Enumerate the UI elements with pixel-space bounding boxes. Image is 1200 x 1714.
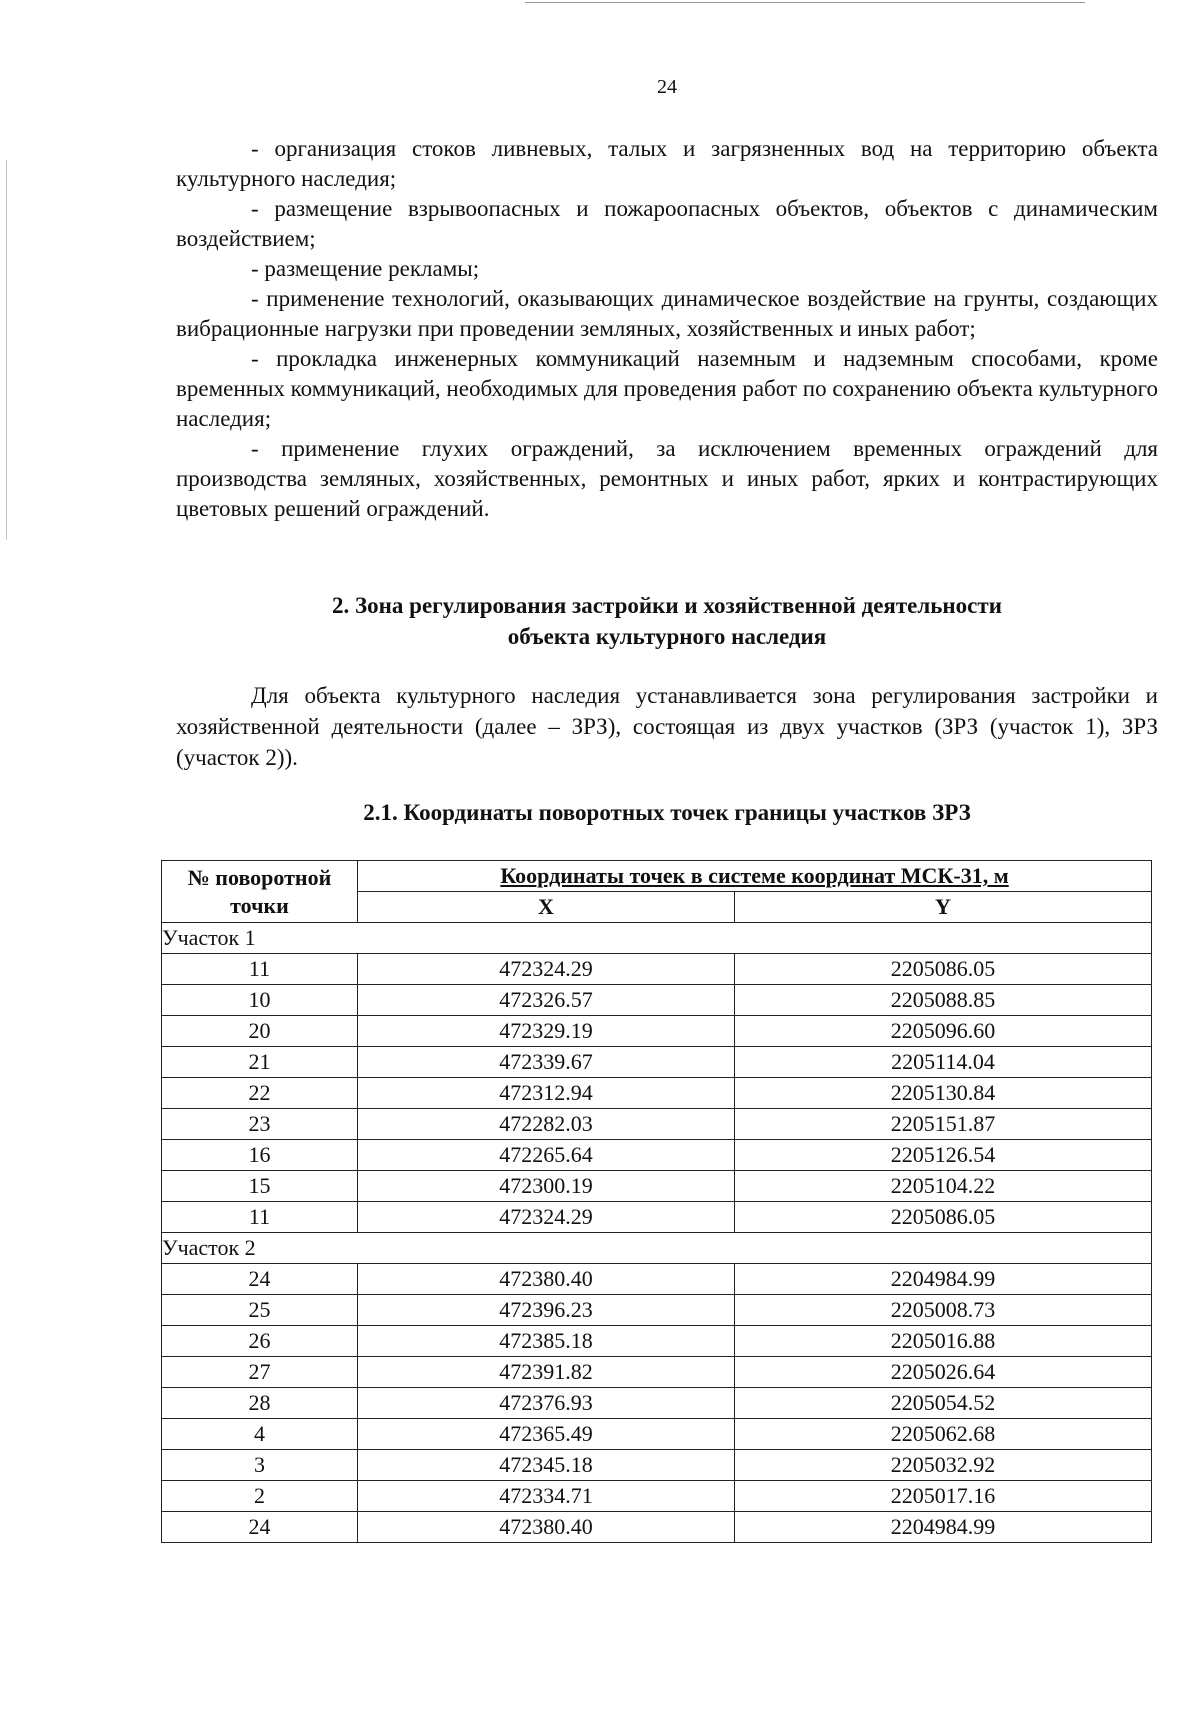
table-row: [162, 1295, 1152, 1326]
y-coordinate-cell: 2205126.54: [735, 1140, 1152, 1171]
y-coordinate-cell: 2204984.99: [735, 1512, 1152, 1543]
scan-artifact-line: [525, 2, 1085, 3]
point-number-cell: 11: [162, 1202, 358, 1233]
list-item: - размещение рекламы;: [251, 256, 480, 281]
point-number-cell: 24: [162, 1264, 358, 1295]
table-row: [162, 1264, 1152, 1295]
y-coordinate-cell: 2205114.04: [735, 1047, 1152, 1078]
x-coordinate-cell: 472345.18: [358, 1450, 735, 1481]
table-row: [162, 1016, 1152, 1047]
x-coordinate-cell: 472365.49: [358, 1419, 735, 1450]
restrictions-list: [176, 134, 1158, 524]
table-row: [162, 1047, 1152, 1078]
y-coordinate-cell: 2205062.68: [735, 1419, 1152, 1450]
point-number-cell: 3: [162, 1450, 358, 1481]
point-number-cell: 2: [162, 1481, 358, 1512]
point-number-cell: 28: [162, 1388, 358, 1419]
y-coordinate-cell: 2205096.60: [735, 1016, 1152, 1047]
scan-artifact-margin-line: [6, 160, 7, 540]
x-coordinate-cell: 472300.19: [358, 1171, 735, 1202]
list-item: - применение глухих ограждений, за исключением временных ограждений для производства земляных, хозяйственных, ремонтных и иных работ, ярких и контрастирующих цветовых решений ограждений.: [176, 436, 1158, 521]
point-number-cell: 22: [162, 1078, 358, 1109]
x-coordinate-cell: 472380.40: [358, 1264, 735, 1295]
y-coordinate-cell: 2205104.22: [735, 1171, 1152, 1202]
point-number-cell: 23: [162, 1109, 358, 1140]
table-row: [162, 985, 1152, 1016]
header-y: Y: [735, 892, 1152, 923]
x-coordinate-cell: 472396.23: [358, 1295, 735, 1326]
section-row: [162, 1233, 1152, 1264]
point-number-cell: 11: [162, 954, 358, 985]
y-coordinate-cell: 2205054.52: [735, 1388, 1152, 1419]
point-number-cell: 25: [162, 1295, 358, 1326]
x-coordinate-cell: 472391.82: [358, 1357, 735, 1388]
y-coordinate-cell: 2204984.99: [735, 1264, 1152, 1295]
section-row: [162, 923, 1152, 954]
table-row: [162, 1171, 1152, 1202]
table-row: [162, 1357, 1152, 1388]
section-label: Участок 1: [162, 923, 358, 954]
list-item: - организация стоков ливневых, талых и загрязненных вод на территорию объекта культурного наследия;: [176, 136, 1158, 191]
section-heading: [176, 590, 1158, 652]
table-row: [162, 1481, 1152, 1512]
table-row: [162, 1078, 1152, 1109]
header-x: X: [358, 892, 735, 923]
y-coordinate-cell: 2205086.05: [735, 954, 1152, 985]
header-coordinates: [358, 861, 1152, 892]
x-coordinate-cell: 472329.19: [358, 1016, 735, 1047]
x-coordinate-cell: 472326.57: [358, 985, 735, 1016]
table-row: [162, 1326, 1152, 1357]
header-point-number: № поворотной точки: [162, 861, 358, 923]
list-item: - прокладка инженерных коммуникаций наземным и надземным способами, кроме временных коммуникаций, необходимых для проведения работ по сохранению объекта культурного наследия;: [176, 346, 1158, 431]
table-row: [162, 1388, 1152, 1419]
table-title: 2.1. Координаты поворотных точек границы участков ЗРЗ: [363, 800, 971, 825]
point-number-cell: 27: [162, 1357, 358, 1388]
x-coordinate-cell: 472324.29: [358, 1202, 735, 1233]
page-number: 24: [657, 76, 677, 98]
x-coordinate-cell: 472339.67: [358, 1047, 735, 1078]
table-row: [162, 1140, 1152, 1171]
y-coordinate-cell: 2205088.85: [735, 985, 1152, 1016]
section-row-spacer: [358, 923, 1152, 954]
y-coordinate-cell: 2205151.87: [735, 1109, 1152, 1140]
point-number-cell: 15: [162, 1171, 358, 1202]
list-item: - размещение взрывоопасных и пожароопасных объектов, объектов с динамическим воздействием;: [176, 196, 1158, 251]
table-body: [162, 923, 1152, 1543]
x-coordinate-cell: 472376.93: [358, 1388, 735, 1419]
table-row: [162, 1109, 1152, 1140]
x-coordinate-cell: 472380.40: [358, 1512, 735, 1543]
section-heading-line: 2. Зона регулирования застройки и хозяйственной деятельности: [332, 593, 1002, 618]
table-row: [162, 1202, 1152, 1233]
x-coordinate-cell: 472282.03: [358, 1109, 735, 1140]
point-number-cell: 16: [162, 1140, 358, 1171]
x-coordinate-cell: 472385.18: [358, 1326, 735, 1357]
table-row: [162, 1419, 1152, 1450]
list-item: - применение технологий, оказывающих динамическое воздействие на грунты, создающих вибрационные нагрузки при проведении земляных, хозяйственных и иных работ;: [176, 286, 1158, 341]
header-coordinates-text: Координаты точек в системе координат МСК-31, м: [500, 863, 1009, 888]
x-coordinate-cell: 472334.71: [358, 1481, 735, 1512]
section-heading-line: объекта культурного наследия: [507, 624, 827, 649]
y-coordinate-cell: 2205086.05: [735, 1202, 1152, 1233]
x-coordinate-cell: 472324.29: [358, 954, 735, 985]
point-number-cell: 21: [162, 1047, 358, 1078]
y-coordinate-cell: 2205130.84: [735, 1078, 1152, 1109]
y-coordinate-cell: 2205026.64: [735, 1357, 1152, 1388]
y-coordinate-cell: 2205017.16: [735, 1481, 1152, 1512]
table-row: [162, 954, 1152, 985]
y-coordinate-cell: 2205016.88: [735, 1326, 1152, 1357]
point-number-cell: 10: [162, 985, 358, 1016]
section-paragraph: Для объекта культурного наследия устанавливается зона регулирования застройки и хозяйственной деятельности (далее – ЗРЗ), состоящая из двух участков (ЗРЗ (участок 1), ЗРЗ (участок 2)).: [176, 683, 1158, 770]
y-coordinate-cell: 2205008.73: [735, 1295, 1152, 1326]
table-row: [162, 1450, 1152, 1481]
x-coordinate-cell: 472265.64: [358, 1140, 735, 1171]
table-row: [162, 1512, 1152, 1543]
coordinates-table: [161, 860, 1152, 1543]
point-number-cell: 26: [162, 1326, 358, 1357]
section-label: Участок 2: [162, 1233, 358, 1264]
point-number-cell: 4: [162, 1419, 358, 1450]
section-row-spacer: [358, 1233, 1152, 1264]
y-coordinate-cell: 2205032.92: [735, 1450, 1152, 1481]
x-coordinate-cell: 472312.94: [358, 1078, 735, 1109]
point-number-cell: 20: [162, 1016, 358, 1047]
point-number-cell: 24: [162, 1512, 358, 1543]
